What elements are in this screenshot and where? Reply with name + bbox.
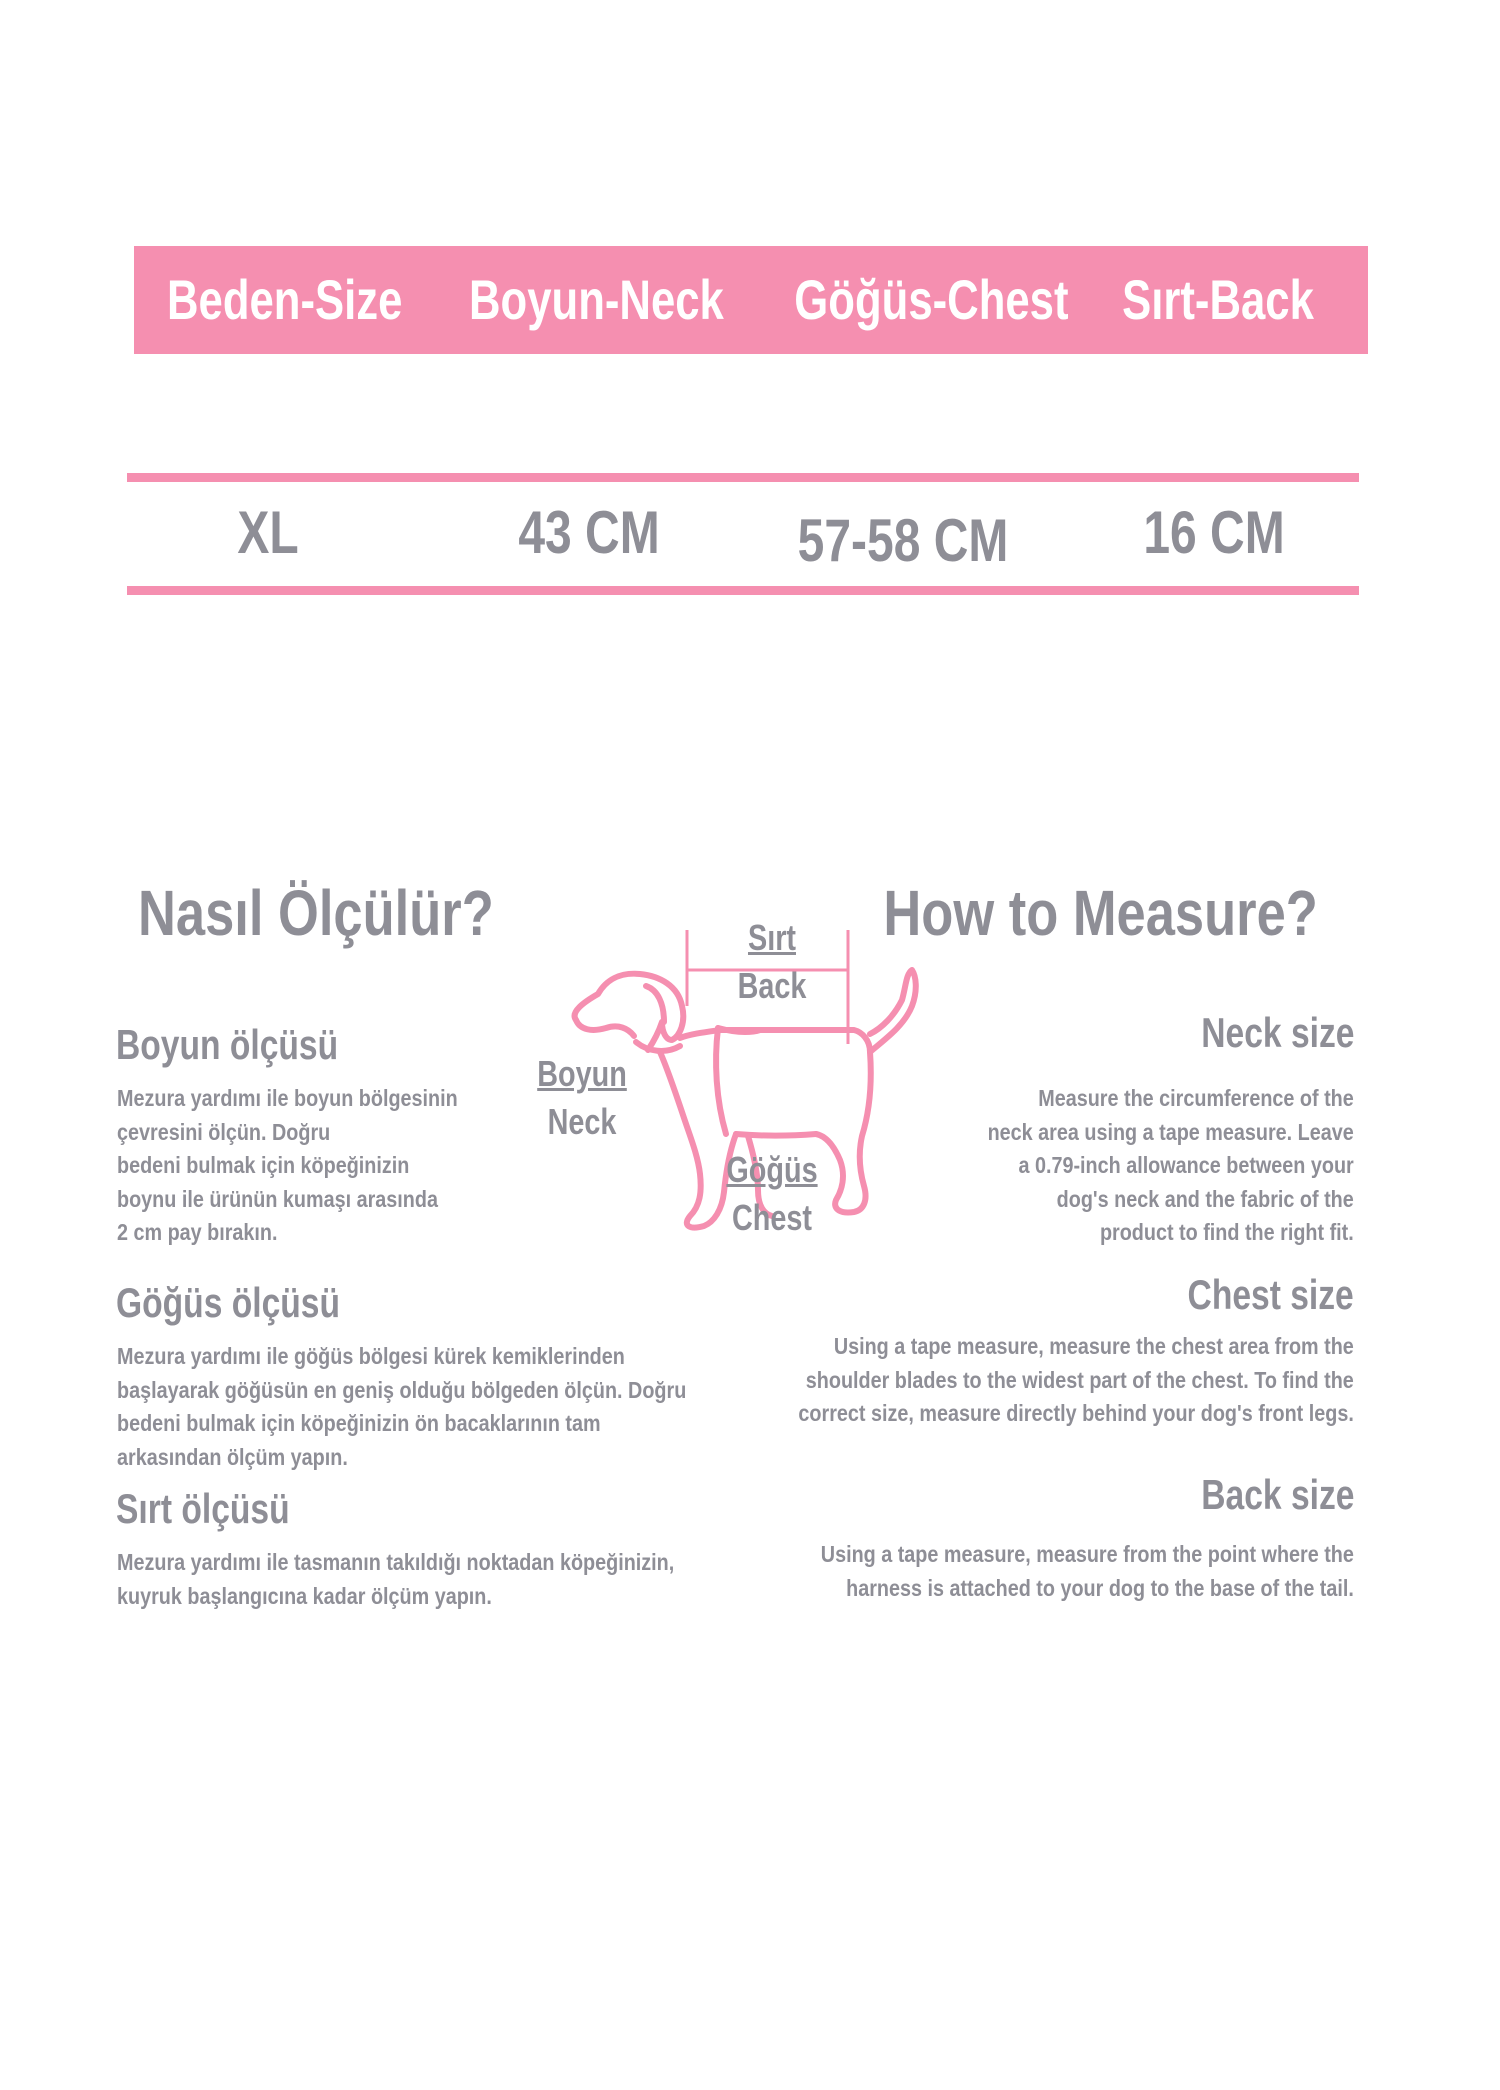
size-table-header <box>134 246 1368 354</box>
tr-chest-text: Mezura yardımı ile göğüs bölgesi kürek kemiklerinden başlayarak göğüsün en geniş olduğu bölgeden ölçün. Doğru bedeni bulmak için köpeğinizin ön bacaklarının tam arkasından ölçüm yapın. <box>117 1343 687 1470</box>
en-back-text: Using a tape measure, measure from the point where the harness is attached to your dog to the base of the tail. <box>820 1541 1354 1601</box>
tr-chest-title: Göğüs ölçüsü <box>116 1279 341 1326</box>
diagram-neck-label-tr: Boyun <box>537 1053 627 1094</box>
chest-value: 57-58 CM <box>797 507 1009 574</box>
en-back-title: Back size <box>1200 1471 1354 1518</box>
size-value: XL <box>237 499 299 566</box>
how-to-title-tr: Nasıl Ölçülür? <box>138 877 494 949</box>
tr-back-title: Sırt ölçüsü <box>116 1485 290 1532</box>
how-to-title-en: How to Measure? <box>883 877 1318 949</box>
en-chest-title: Chest size <box>1187 1271 1354 1318</box>
tr-back-text: Mezura yardımı ile tasmanın takıldığı noktadan köpeğinizin, kuyruk başlangıcına kadar ölçüm yapın. <box>117 1549 675 1609</box>
row-bottom-divider <box>127 586 1359 595</box>
neck-value: 43 CM <box>518 499 660 566</box>
tr-neck-text: Mezura yardımı ile boyun bölgesinin çevresini ölçün. Doğru bedeni bulmak için köpeğinizin boynu ile ürünün kumaşı arasında 2 cm pay bırakın. <box>117 1085 458 1245</box>
header-neck: Boyun-Neck <box>469 268 724 331</box>
header-size: Beden-Size <box>167 268 403 331</box>
en-chest-text: Using a tape measure, measure the chest area from the shoulder blades to the widest part of the chest. To find the correct size, measure directly behind your dog's front legs. <box>798 1333 1354 1426</box>
en-neck-title: Neck size <box>1200 1009 1354 1056</box>
en-neck-text: Measure the circumference of the neck area using a tape measure. Leave a 0.79-inch allowance between your dog's neck and the fabric of the product to find the right fit. <box>987 1085 1354 1245</box>
back-value: 16 CM <box>1143 499 1285 566</box>
diagram-back-label-tr: Sırt <box>747 917 796 958</box>
tr-neck-title: Boyun ölçüsü <box>116 1021 339 1068</box>
header-back: Sırt-Back <box>1122 268 1314 331</box>
header-chest: Göğüs-Chest <box>794 268 1069 331</box>
diagram-back-label-en: Back <box>737 965 807 1006</box>
diagram-chest-label-en: Chest <box>731 1197 813 1238</box>
row-top-divider <box>127 473 1359 482</box>
diagram-neck-label-en: Neck <box>547 1101 617 1142</box>
diagram-chest-label-tr: Göğüs <box>726 1149 818 1190</box>
